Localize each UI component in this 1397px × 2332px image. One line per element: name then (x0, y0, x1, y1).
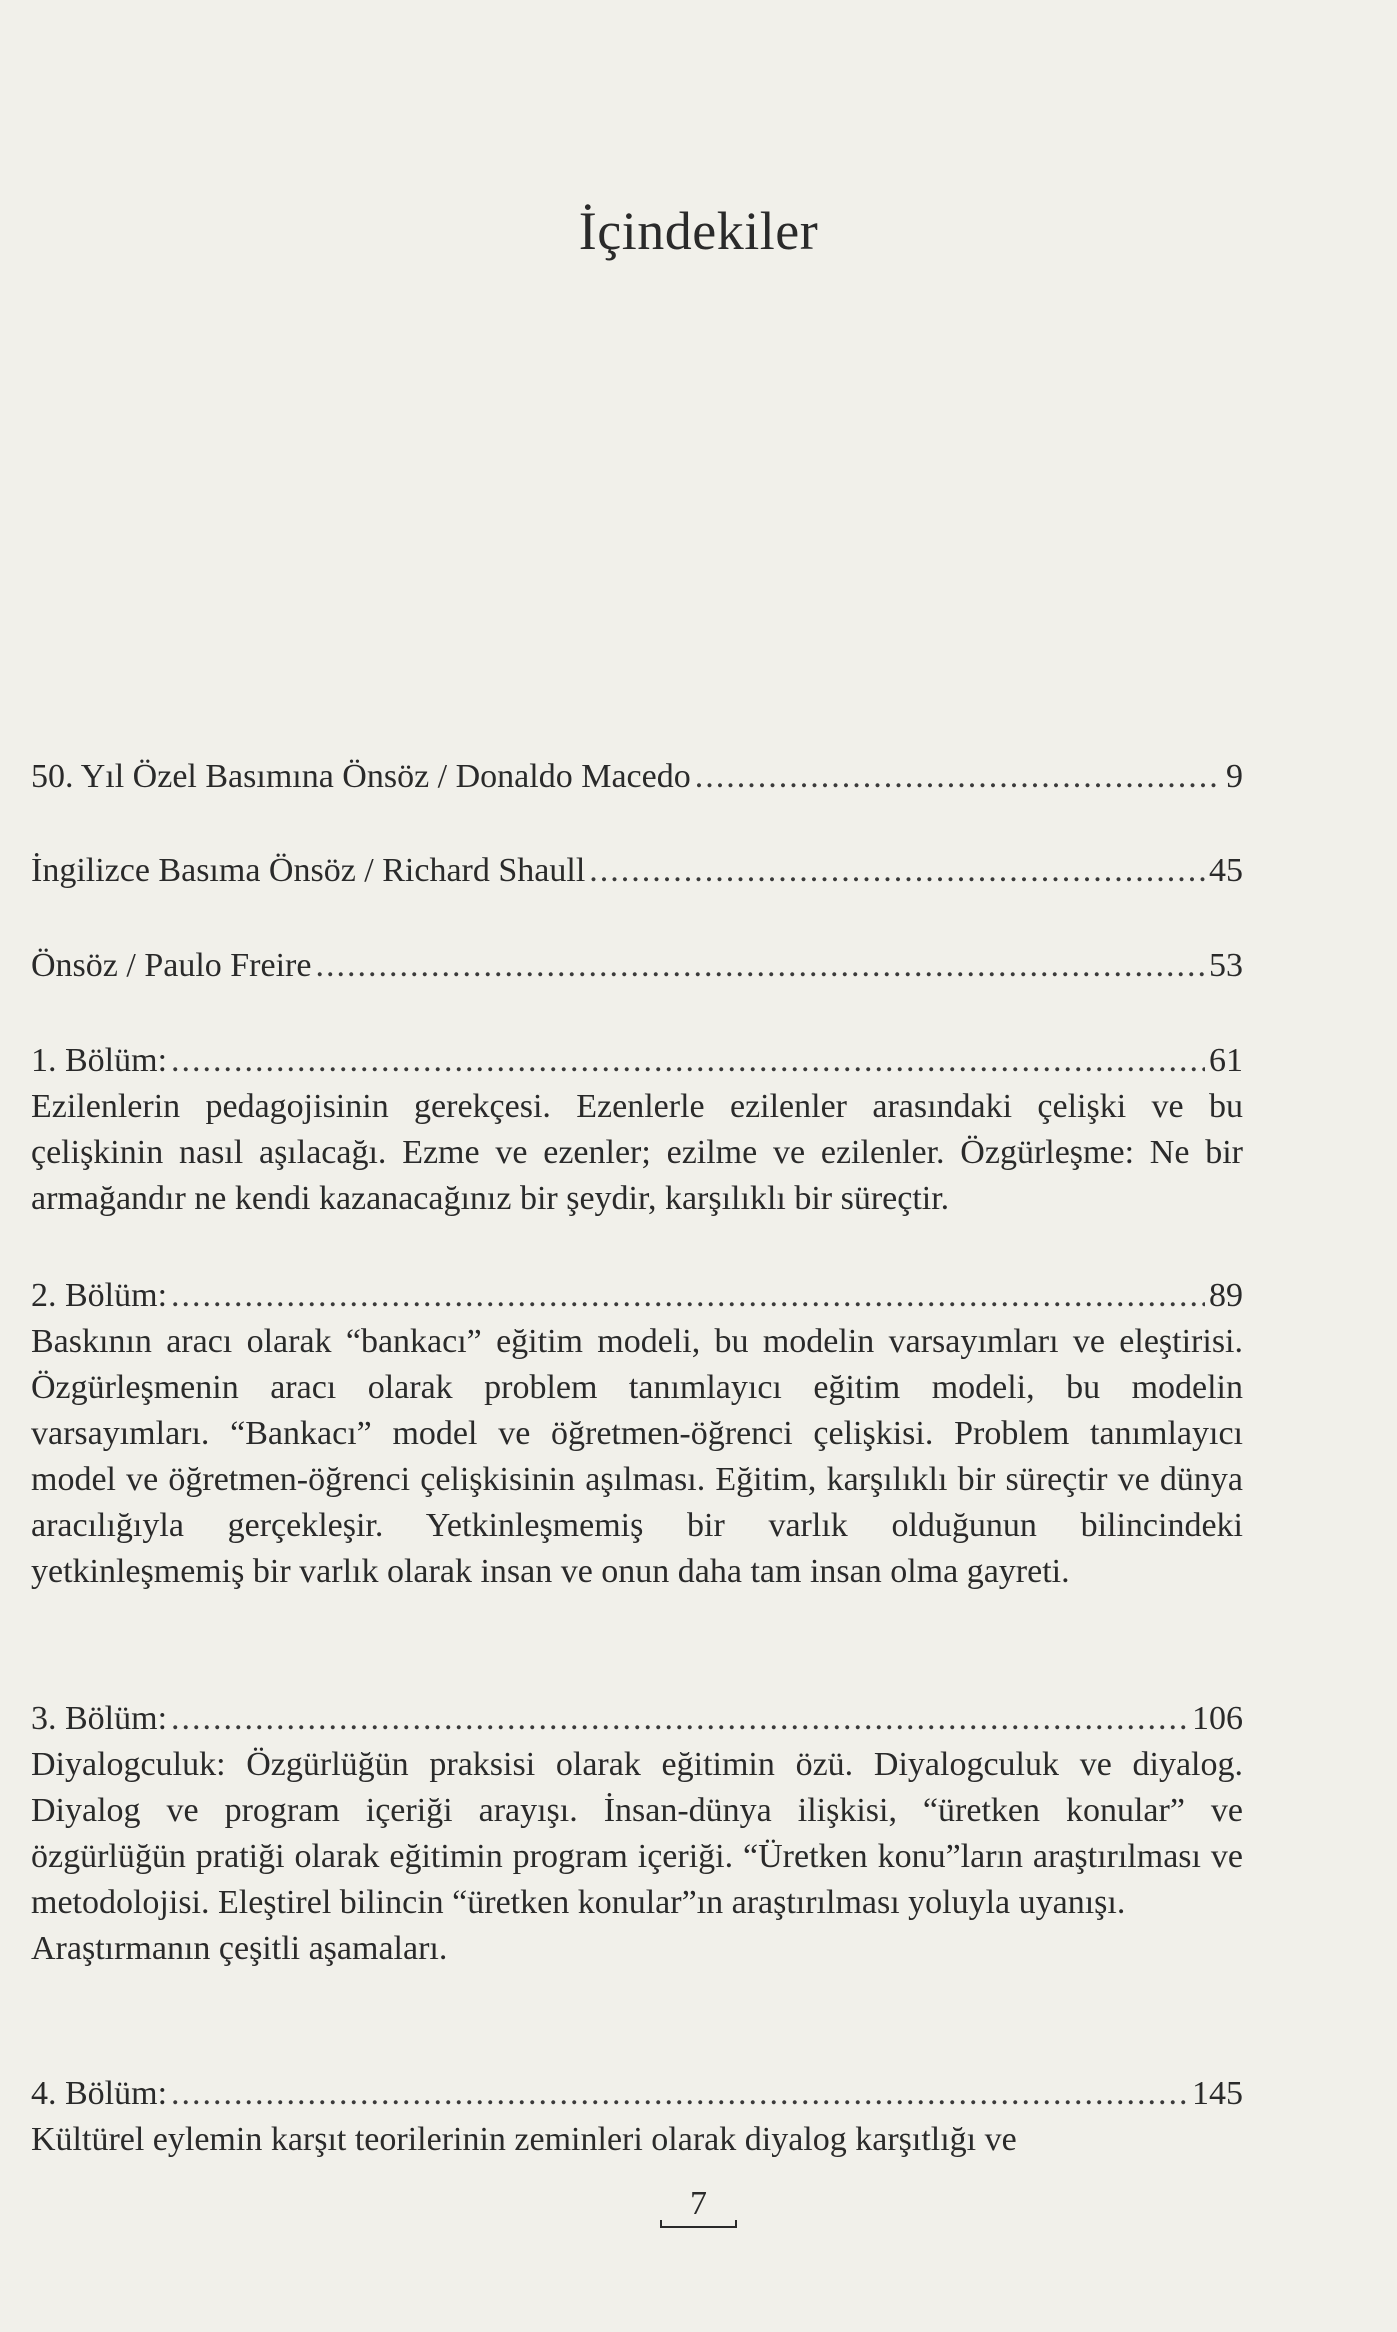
toc-entry-page: 61 (1209, 1042, 1243, 1079)
toc-entry-description-line: Araştırmanın çeşitli aşamaları. (31, 1930, 448, 1967)
toc-entry-label: 4. Bölüm: (31, 2075, 168, 2112)
page-number-text: 7 (660, 2182, 737, 2228)
toc-entry-page: 53 (1209, 947, 1243, 984)
toc-entry-label: 2. Bölüm: (31, 1277, 168, 1314)
toc-entry-page: 89 (1209, 1277, 1243, 1314)
toc-entry-3 (31, 1038, 1243, 1222)
toc-entry-label: 50. Yıl Özel Basımına Önsöz / Donaldo Macedo (31, 758, 691, 795)
toc-entry-5 (31, 1696, 1243, 1972)
toc-entry-2 (31, 943, 1243, 989)
dot-leader (695, 754, 1222, 800)
page-number (0, 2182, 1397, 2228)
toc-entry-6 (31, 2071, 1243, 2163)
toc-entry-description: Ezilenlerin pedagojisinin gerekçesi. Ezenlerle ezilenler arasındaki çelişki ve bu çelişkinin nasıl aşılacağı. Ezme ve ezenler; ezilme ve ezilenler. Özgürleşme: Ne bir armağandır ne kendi kazanacağınız bir şeydir, karşılıklı bir süreçtir. (31, 1088, 1243, 1217)
toc-entry-page: 9 (1226, 758, 1243, 795)
toc-entry-4 (31, 1273, 1243, 1595)
dot-leader (315, 943, 1205, 989)
toc-entry-label: İngilizce Basıma Önsöz / Richard Shaull (31, 852, 586, 889)
page-title: İçindekiler (578, 201, 819, 261)
toc-entry-1 (31, 848, 1243, 894)
dot-leader (589, 848, 1205, 894)
toc-entry-0 (31, 754, 1243, 800)
dot-leader (171, 1696, 1188, 1742)
toc-entry-label: 1. Bölüm: (31, 1042, 168, 1079)
toc-entry-page: 45 (1209, 852, 1243, 889)
toc-entry-page: 106 (1192, 1700, 1243, 1737)
toc-entry-description: Kültürel eylemin karşıt teorilerinin zeminleri olarak diyalog karşıtlığı ve (31, 2121, 1017, 2158)
dot-leader (171, 1273, 1205, 1319)
dot-leader (171, 2071, 1188, 2117)
toc-entry-page: 145 (1192, 2075, 1243, 2112)
toc-entry-label: 3. Bölüm: (31, 1700, 168, 1737)
toc-entry-description: Diyalogculuk: Özgürlüğün praksisi olarak eğitimin özü. Diyalogculuk ve diyalog. Diyalog ve program içeriği arayışı. İnsan-dünya ilişkisi, “üretken konular” ve özgürlüğün pratiği olarak eğitimin program içeriği. “Üretken konu”ların araştırılması ve metodolojisi. Eleştirel bilincin “üretken konular”ın araştırılması yoluyla uyanışı. (31, 1746, 1243, 1921)
toc-entry-label: Önsöz / Paulo Freire (31, 947, 312, 984)
dot-leader (171, 1038, 1205, 1084)
toc-entry-description: Baskının aracı olarak “bankacı” eğitim modeli, bu modelin varsayımları ve eleştirisi. Özgürleşmenin aracı olarak problem tanımlayıcı eğitim modeli, bu modelin varsayımları. “Bankacı” model ve öğretmen-öğrenci çelişkisi. Problem tanımlayıcı model ve öğretmen-öğrenci çelişkisinin aşılması. Eğitim, karşılıklı bir süreçtir ve dünya aracılığıyla gerçekleşir. Yetkinleşmemiş bir varlık olduğunun bilincindeki yetkinleşmemiş bir varlık olarak insan ve onun daha tam insan olma gayreti. (31, 1323, 1243, 1590)
